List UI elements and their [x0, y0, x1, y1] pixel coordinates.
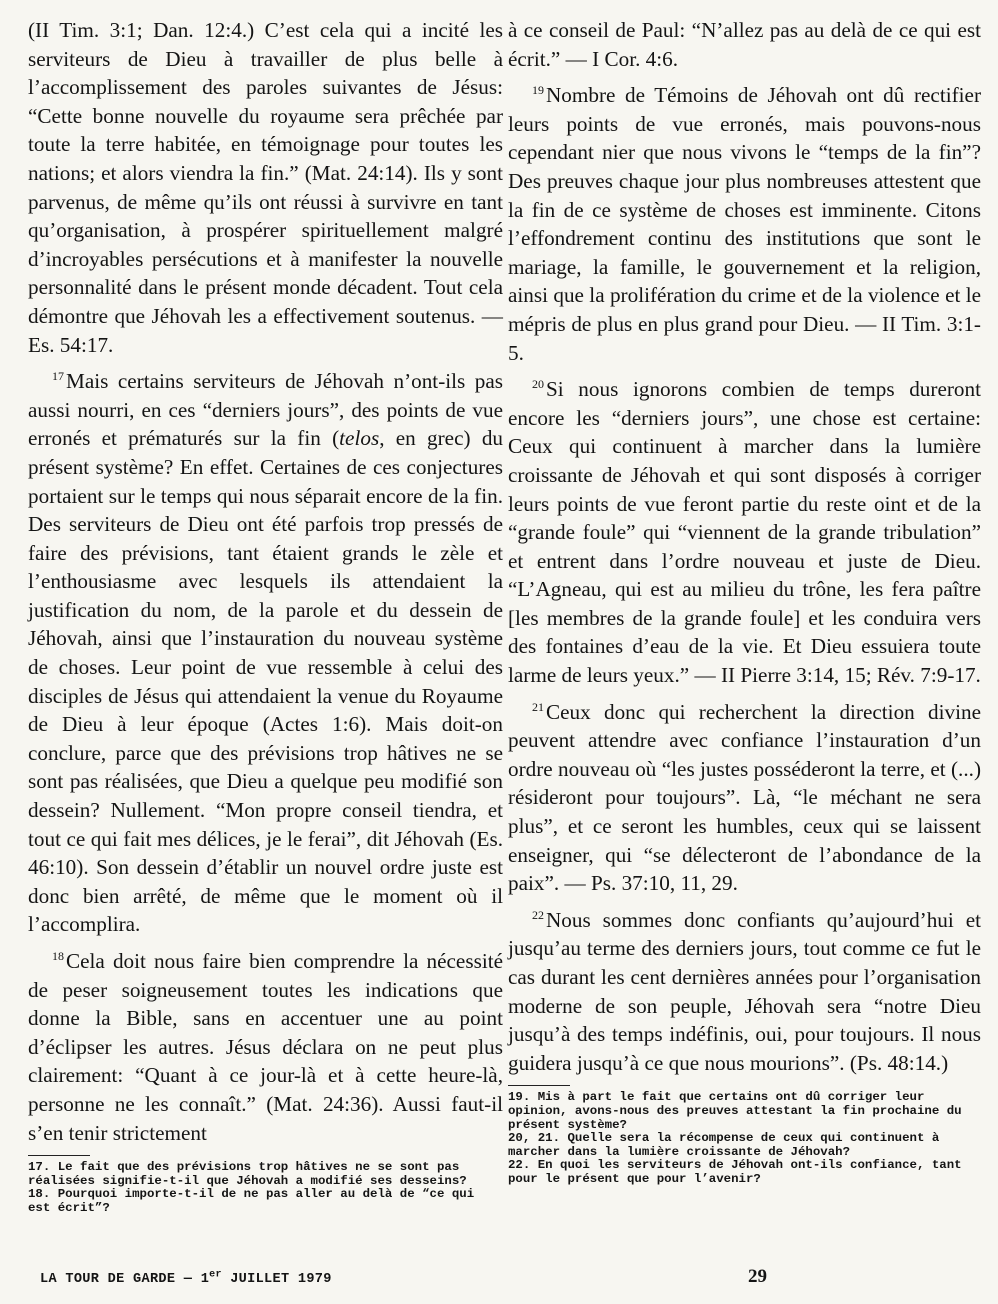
paragraph-17-italic: telos	[339, 426, 380, 451]
paragraph-18-continued: à ce conseil de Paul: “N’allez pas au delà de ce qui est écrit.” — I Cor. 4:6.	[508, 18, 981, 71]
left-column	[28, 16, 503, 1216]
paragraph-17-text-a: Mais certains serviteurs de Jéhovah n’ont-ils pas aussi nourri, en ces “derniers jours”, des points de vue erronés et prématurés sur la fin (	[28, 369, 503, 451]
paragraph-22	[508, 906, 981, 1078]
magazine-title-a: LA TOUR DE GARDE — 1	[40, 1272, 210, 1287]
paragraph-16-continued: (II Tim. 3:1; Dan. 12:4.) C’est cela qui a incité les serviteurs de Dieu à travailler de plus belle à l’accomplissement des paroles suivantes de Jésus: “Cette bonne nouvelle du royaume sera prêchée par toute la terre habitée, en témoignage pour toutes les nations; et alors viendra la fin.” (Mat. 24:14). Ils y sont parvenus, de même qu’ils ont réussi à survivre en tant qu’organisation, à prospérer spirituellement malgré d’incroyables persécutions et à manifester la nouvelle personnalité dans le présent monde décadent. Tout cela démontre que Jéhovah les a effectivement soutenus. — Es. 54:17.	[28, 18, 503, 357]
paragraph-number: 22	[532, 907, 544, 922]
paragraph-number: 20	[532, 377, 544, 392]
paragraph-18	[28, 947, 503, 1147]
paragraph-number: 18	[52, 948, 64, 963]
footnote-divider	[28, 1155, 90, 1156]
magazine-title-sup: er	[209, 1269, 222, 1281]
paragraph-18-text: Cela doit nous faire bien comprendre la nécessité de peser soigneusement toutes les indications que donne la Bible, sans en accentuer une au point d’éclipser les autres. Jésus déclara on ne peut plus clairement: “Quant à ce jour-là et à cette heure-là, personne ne les connaît.” (Mat. 24:36). Aussi faut-il s’en tenir strictement	[28, 949, 503, 1145]
magazine-footer	[40, 1269, 332, 1287]
page-number: 29	[748, 1266, 767, 1287]
magazine-title-b: JUILLET 1979	[221, 1272, 332, 1287]
paragraph-number: 21	[532, 699, 544, 714]
footnote-divider	[508, 1085, 570, 1086]
footnote-18: 18. Pourquoi importe-t-il de ne pas aller au delà de “ce qui est écrit”?	[28, 1187, 475, 1215]
right-column	[508, 16, 981, 1187]
paragraph-20	[508, 375, 981, 690]
footnote-17: 17. Le fait que des prévisions trop hâtives ne se sont pas réalisées signifie-t-il que Jéhovah a modifié ses desseins?	[28, 1160, 467, 1188]
paragraph-17	[28, 367, 503, 939]
paragraph-17-text-b: , en grec) du présent système? En effet. Certaines de ces conjectures portaient sur le temps qui nous séparait encore de la fin. Des serviteurs de Dieu ont été parfois trop pressés de faire des prévisions, tant étaient grands le zèle et l’enthousiasme avec lesquels ils attendaient la justification du nom, de la parole et du dessein de Jéhovah, ainsi que l’instauration du nouveau système de choses. Leur point de vue ressemble à celui des disciples de Jésus qui attendaient la venue du Royaume de Dieu à leur époque (Actes 1:6). Mais doit-on conclure, parce que des prévisions trop hâtives ne se sont pas réalisées, que Dieu a quelque peu modifié son dessein? Nullement. “Mon propre conseil tiendra, et tout ce qui fait mes délices, je le ferai”, dit Jéhovah (Es. 46:10). Son dessein d’établir un nouvel ordre juste est donc bien arrêté, de même que le moment où il l’accomplira.	[28, 426, 504, 937]
footnote-19: 19. Mis à part le fait que certains ont dû corriger leur opinion, avons-nous des preuves attestant la fin prochaine du présent système?	[508, 1090, 962, 1132]
paragraph-20-text: Si nous ignorons combien de temps dureront encore les “derniers jours”, une chose est certaine: Ceux qui continuent à marcher dans la lumière croissante de Jéhovah et qui sont disposés à corriger leurs points de vue feront partie du reste oint et de la “grande foule” qui “viennent de la grande tribulation” et entrent dans l’ordre nouveau et juste de Dieu. “L’Agneau, qui est au milieu du trône, les fera paître [les membres de la grande foule] et les conduira vers des fontaines d’eau de la vie. Et Dieu essuiera toute larme de leurs yeux.” — II Pierre 3:14, 15; Rév. 7:9-17.	[508, 377, 981, 688]
paragraph-19-text: Nombre de Témoins de Jéhovah ont dû rectifier leurs points de vue erronés, mais pouvons-nous cependant nier que nous vivons le “temps de la fin”? Des preuves chaque jour plus nombreuses attestent que la fin de ce système de choses est imminente. Citons l’effondrement continu des institutions que sont le mariage, la famille, le gouvernement et la religion, ainsi que la prolifération du crime et de la violence et le mépris de plus en plus grand pour Dieu. — II Tim. 3:1-5.	[508, 83, 981, 365]
paragraph-22-text: Nous sommes donc confiants qu’aujourd’hui et jusqu’au terme des derniers jours, tout comme ce fut le cas durant les cent dernières années pour l’organisation moderne de son peuple, Jéhovah sera “notre Dieu jusqu’à des temps indéfinis, oui, pour toujours. Il nous guidera jusqu’à ce que nous mourions”. (Ps. 48:14.)	[508, 907, 981, 1075]
footnote-20-21: 20, 21. Quelle sera la récompense de ceux qui continuent à marcher dans la lumière croissante de Jéhovah?	[508, 1131, 940, 1159]
footnote-22: 22. En quoi les serviteurs de Jéhovah ont-ils confiance, tant pour le présent que pour l’avenir?	[508, 1158, 962, 1186]
paragraph-19	[508, 81, 981, 367]
paragraph-number: 19	[532, 83, 544, 98]
paragraph-21	[508, 698, 981, 898]
paragraph-21-text: Ceux donc qui recherchent la direction divine peuvent attendre avec confiance l’instauration d’un ordre nouveau où “les justes posséderont la terre, et (...) résideront pour toujours”. Là, “le méchant ne sera plus”, et ce seront les humbles, ceux qui se laissent enseigner, qui “se délecteront de l’abondance de la paix”. — Ps. 37:10, 11, 29.	[508, 699, 981, 896]
paragraph-number: 17	[52, 369, 64, 384]
